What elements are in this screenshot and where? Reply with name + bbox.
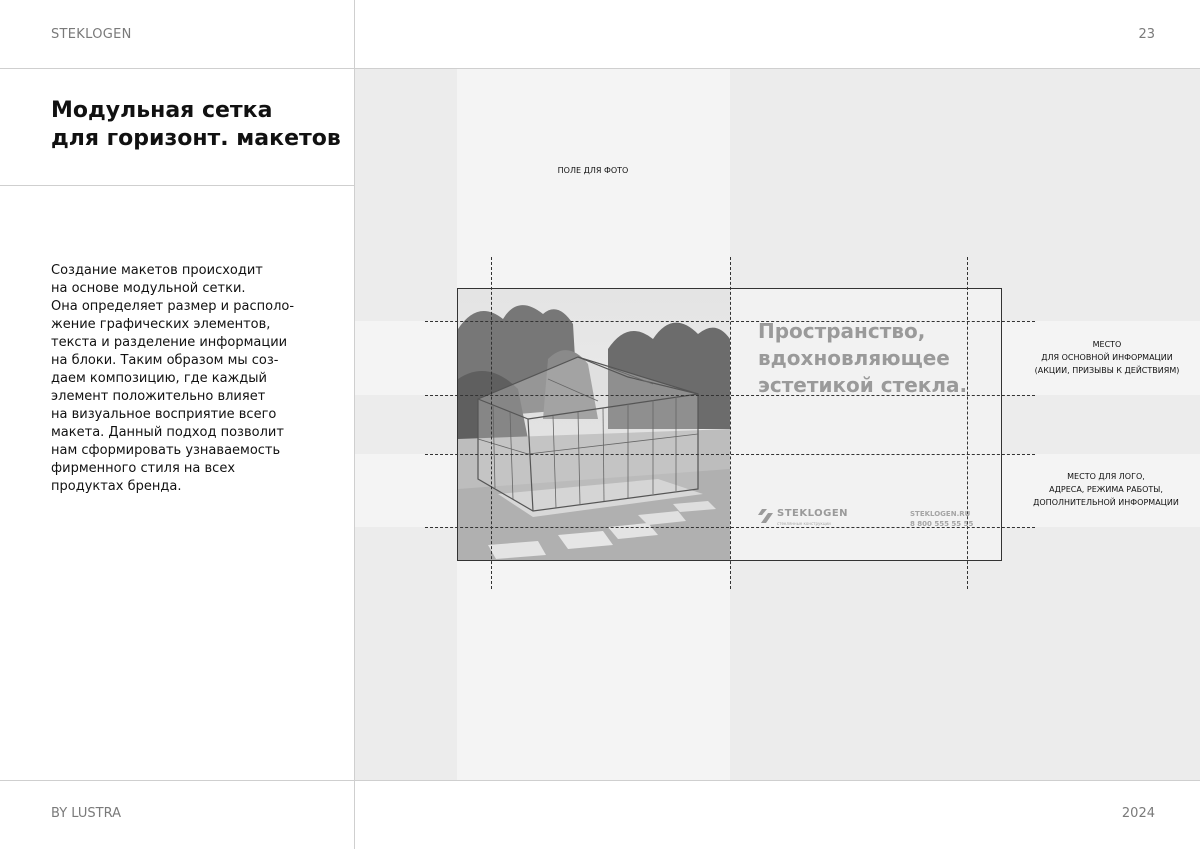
grid-guide-vertical	[730, 257, 731, 589]
logo-name: STEKLOGEN	[777, 508, 849, 519]
brand-name: STEKLOGEN	[51, 27, 132, 42]
grid-guide-horizontal	[425, 527, 1035, 528]
logo-info-note: МЕСТО ДЛЯ ЛОГО, АДРЕСА, РЕЖИМА РАБОТЫ, ДОПОЛНИТЕЛЬНОЙ ИНФОРМАЦИИ	[1033, 472, 1179, 507]
website-text: STEKLOGEN.RU	[910, 510, 971, 518]
footer-author: BY LUSTRA	[51, 806, 121, 821]
footer-year: 2024	[1121, 806, 1155, 821]
page-number: 23	[1138, 27, 1155, 42]
contact-block	[910, 509, 973, 529]
page-title	[51, 97, 341, 153]
grid-guide-horizontal	[425, 395, 1035, 396]
page-title-line-2: для горизонт. макетов	[51, 126, 341, 151]
main-info-note: МЕСТО ДЛЯ ОСНОВНОЙ ИНФОРМАЦИИ (АКЦИИ, ПРИЗЫВЫ К ДЕЙСТВИЯМ)	[1034, 340, 1180, 375]
description-text: Создание макетов происходит на основе модульной сетки. Она определяет размер и располо- жение графических элементов, текста и разделение информации на блоки. Таким образом мы соз- даем композицию, где каждый элемент положительно влияет на визуальное восприятие всего макета. Данный подход позволит нам сформировать узнаваемость фирменного стиля на всех продуктах бренда.	[51, 263, 295, 494]
photo-field-label: ПОЛЕ ДЛЯ ФОТО	[557, 166, 629, 175]
phone-text: 8 800 555 55 55	[910, 520, 974, 528]
steklogen-logo-icon	[758, 508, 774, 524]
layout-headline: Пространство, вдохновляющее эстетикой стекла.	[758, 319, 968, 397]
title-divider	[0, 185, 354, 186]
grid-guide-vertical	[967, 257, 968, 589]
grid-guide-horizontal	[425, 321, 1035, 322]
logo-tagline: стеклянные конструкции	[777, 521, 831, 526]
grid-guide-vertical	[491, 257, 492, 589]
steklogen-logo	[758, 508, 849, 528]
page-title-line-1: Модульная сетка	[51, 98, 273, 123]
footer-divider	[0, 780, 1200, 781]
grid-guide-horizontal	[425, 454, 1035, 455]
